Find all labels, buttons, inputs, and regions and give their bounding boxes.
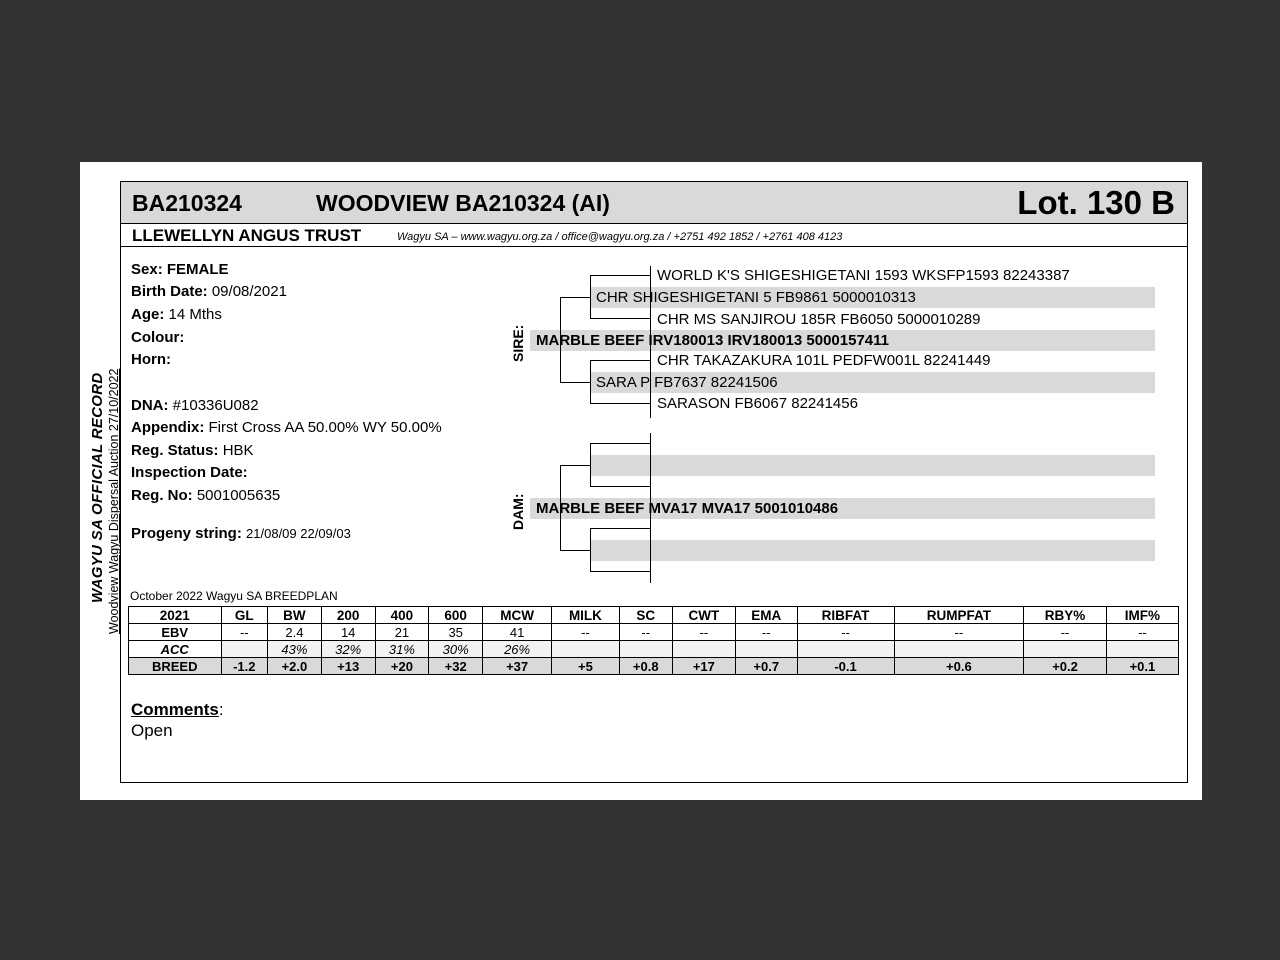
ebv-cell-breed-milk: +5 [552,658,620,675]
ebv-cell-headers-sc: SC [619,607,672,624]
connector-line [560,382,591,383]
connector-line [590,528,591,572]
ebv-cell-headers-ema: EMA [735,607,797,624]
inspection-date-field: Inspection Date: [131,464,248,481]
comments-label: Comments: [131,700,224,719]
sex-field: Sex: FEMALE [131,261,229,278]
ebv-cell-headers-200: 200 [321,607,375,624]
sire-dam-sire: CHR TAKAZAKURA 101L PEDFW001L 82241449 [657,352,991,369]
ebv-cell-acc-milk [552,641,620,658]
ebv-cell-headers-gl: GL [221,607,268,624]
ebv-accuracy-row [129,641,1179,658]
connector-line [590,486,651,487]
auction-subtitle: Woodview Wagyu Dispersal Auction 27/10/2022 [107,368,121,634]
ebv-cell-acc-rumpfat [894,641,1024,658]
contact-info: Wagyu SA – www.wagyu.org.za / office@wagyu.org.za / +2751 492 1852 / +2761 408 4123 [397,231,843,243]
reg-no-field: Reg. No: 5001005635 [131,487,281,504]
sire-sire-dam: CHR MS SANJIROU 185R FB6050 5000010289 [657,311,981,328]
ebv-cell-breed-sc: +0.8 [619,658,672,675]
dam-dam-band [591,540,1155,561]
sire-label: SIRE: [510,324,526,362]
progeny-string-field: Progeny string: 21/08/09 22/09/03 [131,525,351,542]
sire-sire-sire: WORLD K'S SHIGESHIGETANI 1593 WKSFP1593 82243387 [657,267,1070,284]
ebv-cell-ebv-rby%: -- [1024,624,1107,641]
connector-line [590,403,651,404]
ebv-cell-breed-ema: +0.7 [735,658,797,675]
ebv-cell-headers-ribfat: RIBFAT [797,607,894,624]
connector-line [590,571,651,572]
ebv-header-row [129,607,1179,624]
dam-sire-band [591,455,1155,476]
connector-line [590,318,651,319]
ebv-cell-acc-rby% [1024,641,1107,658]
comments-value: Open [131,721,173,740]
ebv-cell-headers-imf%: IMF% [1106,607,1178,624]
animal-name: WOODVIEW BA210324 (AI) [316,190,610,216]
lot-number: Lot. 130 B [1017,184,1175,221]
animal-id: BA210324 [132,190,242,216]
ebv-row-label: EBV [129,624,222,641]
ebv-cell-ebv-milk: -- [552,624,620,641]
reg-status-field: Reg. Status: HBK [131,442,254,459]
ebv-cell-acc-mcw: 26% [483,641,552,658]
dam-label: DAM: [510,493,526,530]
ebv-cell-ebv-400: 21 [375,624,429,641]
birth-date-field: Birth Date: 09/08/2021 [131,283,287,300]
ebv-cell-breed-bw: +2.0 [268,658,322,675]
ebv-cell-headers-rumpfat: RUMPFAT [894,607,1024,624]
connector-line [560,550,591,551]
ebv-cell-breed-cwt: +17 [672,658,735,675]
ebv-cell-breed-mcw: +37 [483,658,552,675]
ebv-cell-headers-400: 400 [375,607,429,624]
ebv-cell-headers-cwt: CWT [672,607,735,624]
ebv-cell-ebv-bw: 2.4 [268,624,322,641]
ebv-cell-breed-400: +20 [375,658,429,675]
ebv-cell-acc-cwt [672,641,735,658]
owner-bar [121,224,1187,247]
dam-name: MARBLE BEEF MVA17 MVA17 5001010486 [536,500,839,517]
connector-line [590,443,651,444]
header-bar [121,182,1187,224]
ebv-cell-headers-rby%: RBY% [1024,607,1107,624]
breed-average-row [129,658,1179,675]
dna-field: DNA: #10336U082 [131,397,259,414]
ebv-cell-breed-600: +32 [429,658,483,675]
sire-sire: CHR SHIGESHIGETANI 5 FB9861 5000010313 [596,289,916,306]
ebv-cell-acc-bw: 43% [268,641,322,658]
sire-name: MARBLE BEEF IRV180013 IRV180013 5000157411 [536,332,890,349]
ebv-cell-ebv-ribfat: -- [797,624,894,641]
ebv-cell-headers-mcw: MCW [483,607,552,624]
connector-line [560,465,591,466]
colour-field: Colour: [131,329,185,346]
acc-row-label: ACC [129,641,222,658]
ebv-cell-headers-bw: BW [268,607,322,624]
ebv-table [128,606,1179,675]
ebv-cell-breed-ribfat: -0.1 [797,658,894,675]
ebv-cell-ebv-600: 35 [429,624,483,641]
ebv-cell-acc-400: 31% [375,641,429,658]
ebv-cell-breed-200: +13 [321,658,375,675]
age-field: Age: 14 Mths [131,306,222,323]
ebv-cell-headers-600: 600 [429,607,483,624]
ebv-cell-acc-imf% [1106,641,1178,658]
ebv-cell-acc-600: 30% [429,641,483,658]
ebv-cell-ebv-ema: -- [735,624,797,641]
ebv-cell-ebv-gl: -- [221,624,268,641]
owner-name: LLEWELLYN ANGUS TRUST [132,226,362,245]
sire-dam: SARA P FB7637 82241506 [596,374,778,391]
ebv-cell-acc-ema [735,641,797,658]
ebv-cell-ebv-mcw: 41 [483,624,552,641]
connector-line [590,275,651,276]
official-record-title: WAGYU SA OFFICIAL RECORD [89,372,106,603]
breedplan-title: October 2022 Wagyu SA BREEDPLAN [130,589,338,603]
ebv-cell-ebv-200: 14 [321,624,375,641]
horn-field: Horn: [131,351,171,368]
ebv-cell-breed-imf%: +0.1 [1106,658,1178,675]
connector-line [590,360,651,361]
ebv-values-row [129,624,1179,641]
ebv-cell-ebv-sc: -- [619,624,672,641]
breed-row-label: BREED [129,658,222,675]
ebv-cell-breed-gl: -1.2 [221,658,268,675]
ebv-cell-acc-sc [619,641,672,658]
ebv-cell-breed-rby%: +0.2 [1024,658,1107,675]
ebv-cell-acc-ribfat [797,641,894,658]
ebv-cell-ebv-cwt: -- [672,624,735,641]
ebv-cell-acc-200: 32% [321,641,375,658]
connector-line [590,528,651,529]
ebv-cell-ebv-rumpfat: -- [894,624,1024,641]
sire-dam-dam: SARASON FB6067 82241456 [657,395,858,412]
ebv-cell-breed-rumpfat: +0.6 [894,658,1024,675]
connector-line [560,297,591,298]
connector-line [590,360,591,404]
ebv-cell-headers-milk: MILK [552,607,620,624]
ebv-cell-ebv-imf%: -- [1106,624,1178,641]
appendix-field: Appendix: First Cross AA 50.00% WY 50.00% [131,419,442,436]
headers-row-label: 2021 [129,607,222,624]
ebv-cell-acc-gl [221,641,268,658]
